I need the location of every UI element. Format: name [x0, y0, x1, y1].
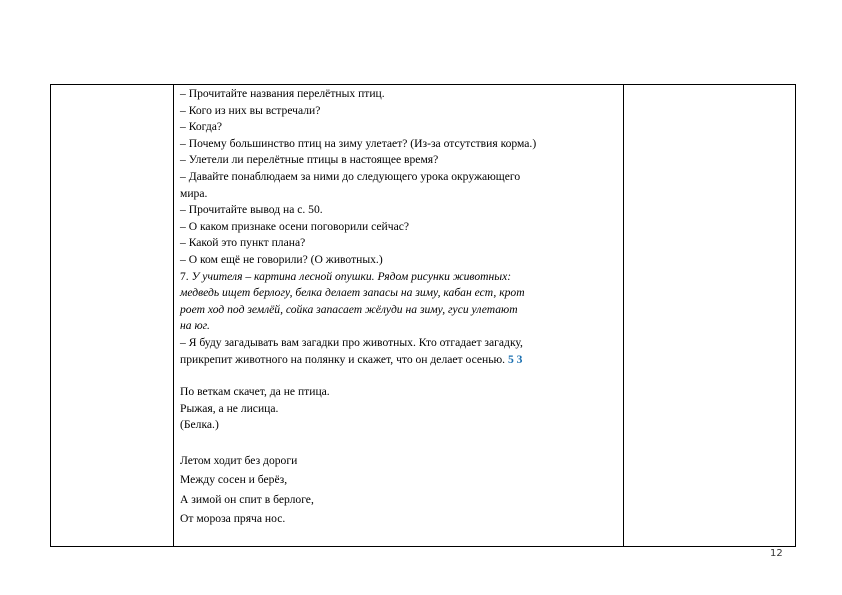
riddle-1-line: По веткам скачет, да не птица.	[180, 385, 330, 399]
text-line: – Кого из них вы встречали?	[180, 103, 321, 117]
riddle-intro-line-2	[180, 352, 620, 369]
text-line: – О каком признаке осени поговорили сейчас?	[180, 219, 410, 233]
spacer	[180, 434, 620, 451]
column-divider-right	[623, 85, 624, 546]
step-7-italic: роет ход под землёй, сойка запасает жёлуди на зиму, гуси улетают	[180, 302, 518, 316]
riddle-intro-line-1: – Я буду загадывать вам загадки про животных. Кто отгадает загадку,	[180, 335, 523, 349]
step-7-italic: медведь ищет берлогу, белка делает запасы на зиму, кабан ест, крот	[180, 286, 525, 300]
step-number: 7.	[180, 269, 189, 283]
column-divider-left	[173, 85, 174, 546]
riddle-2	[180, 451, 620, 529]
riddle-2-line: Летом ходит без дороги	[180, 453, 298, 467]
text-line: мира.	[180, 186, 208, 200]
riddle-2-line: Между сосен и берёз,	[180, 473, 288, 487]
text-line: – Когда?	[180, 120, 223, 134]
text-line: – Прочитайте названия перелётных птиц.	[180, 87, 385, 100]
page-number: 12	[770, 548, 783, 559]
lesson-content-cell	[180, 86, 620, 529]
riddle-intro-text: прикрепит животного на полянку и скажет, что он делает осенью.	[180, 352, 506, 366]
text-line: – Какой это пункт плана?	[180, 236, 306, 250]
riddle-2-line: А зимой он спит в берлоге,	[180, 492, 314, 506]
riddle-1-line: Рыжая, а не лисица.	[180, 401, 279, 415]
text-line: – Прочитайте вывод на с. 50.	[180, 203, 323, 217]
riddle-1-answer: (Белка.)	[180, 418, 219, 432]
step-7-line	[180, 269, 620, 286]
text-line: – Почему большинство птиц на зиму улетает? (Из-за отсутствия корма.)	[180, 136, 537, 150]
text-line: – О ком ещё не говорили? (О животных.)	[180, 252, 383, 266]
text-line: – Давайте понаблюдаем за ними до следующего урока окружающего	[180, 169, 521, 183]
text-line: – Улетели ли перелётные птицы в настоящее время?	[180, 153, 439, 167]
step-7-italic: на юг.	[180, 319, 210, 333]
reference-number: 5 3	[507, 352, 523, 366]
spacer	[180, 368, 620, 384]
step-7-italic: У учителя – картина лесной опушки. Рядом рисунки животных:	[191, 269, 512, 283]
riddle-2-line: От мороза пряча нос.	[180, 512, 286, 526]
